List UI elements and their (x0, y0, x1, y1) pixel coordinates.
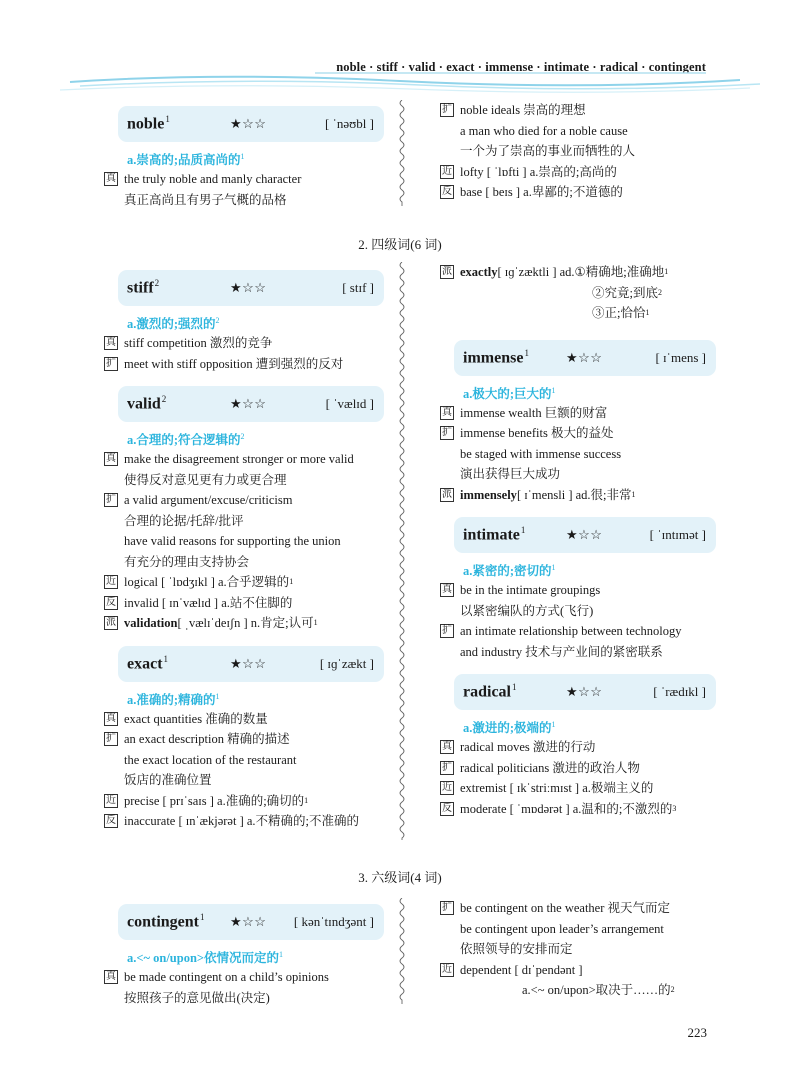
tag-kuo: 扩 (106, 357, 116, 369)
example-row: 扩 immense benefits 极大的益处 (442, 426, 614, 440)
example-row: be staged with immense success (460, 446, 622, 461)
example-row: 扩 radical politicians 激进的政治人物 (442, 760, 640, 775)
synonym-sense: a.<~ on/upon>取决于……的 2 (522, 983, 675, 997)
entry-contingent (104, 904, 384, 1008)
derivative-row: 派 exactly [ ɪɡˈzæktli ] ad.①精确地;准确地 1 (442, 265, 669, 279)
example-translation: 按照孩子的意见做出(决定) (124, 990, 270, 1005)
example-translation: 饭店的准确位置 (124, 773, 212, 787)
word-box-stiff (118, 270, 384, 306)
tag-jin: 近 (442, 165, 452, 177)
example-row: 扩 noble ideals 崇高的理想 (442, 103, 586, 117)
tag-kuo: 扩 (442, 761, 452, 773)
tag-kuo: 扩 (442, 104, 452, 115)
synonym-row: 近 precise [ prɪˈsaɪs ] a.准确的;确切的 1 (106, 793, 309, 808)
tag-zhen: 真 (106, 971, 116, 982)
example-translation: 演出获得巨大成功 (460, 467, 561, 481)
derivative-sense: ②究竟;到底 2 (592, 285, 662, 300)
synonym-row: 近 extremist [ ɪkˈstriːmɪst ] a.极端主义的 (442, 781, 654, 795)
pronunciation: [ ˈrædɪkl ] (653, 684, 706, 699)
antonym-row: 反 invalid [ ɪnˈvælɪd ] a.站不住脚的 (106, 595, 293, 610)
tag-fan: 反 (442, 186, 452, 197)
definition: a.激烈的;强烈的$^2$ (127, 315, 220, 331)
example-translation: 以紧密编队的方式(飞行) (460, 603, 594, 618)
example-row: 真 immense wealth 巨额的财富 (442, 405, 608, 420)
word-box-exact (118, 646, 384, 682)
star-rating: ★☆☆ (566, 527, 603, 542)
word-box-radical (454, 674, 716, 710)
column-separator (395, 898, 409, 1004)
section-heading-level4: 2. 四级词(6 词) (358, 237, 442, 252)
example-row: 扩 a valid argument/excuse/criticism (106, 493, 293, 507)
tag-fan: 反 (106, 596, 116, 608)
example-translation: 使得反对意见更有力或更合理 (124, 472, 287, 487)
example-translation: 真正高尚且有男子气概的品格 (124, 192, 287, 207)
star-rating: ★☆☆ (566, 684, 603, 699)
tag-kuo: 扩 (442, 625, 452, 636)
definition: a.准确的;精确的$^1$ (127, 691, 220, 707)
headword: exact$^1$ (127, 653, 169, 672)
definition: a.崇高的;品质高尚的$^1$ (127, 151, 245, 167)
example-row: 扩 an exact description 精确的描述 (106, 732, 290, 746)
example-row: 真 be in the intimate groupings (442, 583, 601, 597)
word-box-contingent (118, 904, 384, 940)
tag-kuo: 扩 (106, 733, 116, 744)
tag-zhen: 真 (442, 741, 452, 752)
headword: immense$^1$ (463, 347, 529, 366)
headword: intimate$^1$ (463, 525, 526, 544)
example-row: be contingent upon leader’s arrangement (460, 921, 664, 936)
example-translation: 有充分的理由支持协会 (124, 554, 250, 569)
definition: a.合理的;符合逻辑的$^2$ (127, 431, 245, 447)
star-rating: ★☆☆ (230, 914, 267, 929)
example-translation: 合理的论据/托辞/批评 (124, 513, 244, 528)
tag-pai: 派 (442, 266, 452, 277)
definition: a.<~ on/upon>依情况而定的$^1$ (127, 949, 284, 965)
tag-pai: 派 (106, 617, 116, 628)
section-heading-level6: 3. 六级词(4 词) (358, 870, 442, 885)
example-row: 真 exact quantities 准确的数量 (106, 711, 268, 726)
right-column (440, 262, 730, 819)
column-separator (395, 100, 409, 206)
example-row: 真 be made contingent on a child’s opinions (106, 970, 329, 984)
example-translation: 依照领导的安排而定 (460, 942, 573, 956)
tag-zhen: 真 (106, 453, 116, 464)
entry-contingent-cont (440, 898, 730, 1001)
entry-noble-cont (440, 100, 730, 203)
pronunciation: [ ɪɡˈzækt ] (319, 655, 374, 671)
antonym-row: 反 inaccurate [ ɪnˈækjərət ] a.不精确的;不准确的 (106, 814, 359, 828)
example-row: 真 radical moves 激进的行动 (442, 740, 596, 754)
tag-pai: 派 (442, 488, 452, 500)
antonym-row: 反 moderate [ ˈmɒdərət ] a.温和的;不激烈的 3 (442, 801, 677, 816)
example-row: 扩 an intimate relationship between technology (442, 624, 682, 638)
column-separator (395, 262, 409, 840)
example-translation: 一个为了崇高的事业而牺牲的人 (460, 144, 636, 158)
synonym-row: 近 lofty [ ˈlɒfti ] a.崇高的;高尚的 (442, 164, 617, 179)
derivative-row: 派 immensely [ ɪˈmensli ] ad.很;非常 1 (442, 487, 636, 502)
synonym-row: 近 dependent [ dɪˈpendənt ] (442, 962, 583, 977)
definition: a.激进的;极端的$^1$ (463, 719, 556, 735)
tag-jin: 近 (442, 963, 452, 975)
synonym-row: 近 logical [ ˈlɒdʒɪkl ] a.合乎逻辑的 1 (106, 575, 294, 589)
headword: stiff$^2$ (127, 278, 160, 297)
example-row: 真 make the disagreement stronger or more valid (106, 452, 354, 466)
example-row: have valid reasons for supporting the union (124, 534, 341, 548)
pronunciation: [ stɪf ] (342, 280, 374, 295)
word-box-immense (454, 340, 716, 376)
example-row: a man who died for a noble cause (460, 123, 628, 138)
definition: a.极大的;巨大的$^1$ (463, 385, 556, 401)
tag-kuo: 扩 (442, 427, 452, 438)
tag-zhen: 真 (106, 712, 116, 724)
headword: valid$^2$ (127, 394, 167, 413)
star-rating: ★☆☆ (230, 280, 267, 295)
word-box-intimate (454, 517, 716, 553)
star-rating: ★☆☆ (566, 349, 603, 365)
tag-zhen: 真 (106, 173, 116, 184)
example-row: 扩 be contingent on the weather 视天气而定 (442, 901, 671, 915)
star-rating: ★☆☆ (230, 116, 267, 131)
tag-fan: 反 (442, 802, 452, 814)
page-number: 223 (687, 1025, 707, 1040)
tag-zhen: 真 (106, 337, 116, 348)
example-translation: and industry 技术与产业间的紧密联系 (460, 644, 663, 659)
tag-fan: 反 (106, 815, 116, 826)
headword: radical$^1$ (463, 682, 517, 701)
tag-zhen: 真 (442, 406, 452, 418)
headword: contingent$^1$ (127, 912, 205, 931)
tag-zhen: 真 (442, 584, 452, 595)
star-rating: ★☆☆ (230, 655, 267, 671)
headword: noble$^1$ (127, 114, 170, 133)
derivative-row: 派 validation [ ˌvælɪˈdeɪʃn ] n.肯定;认可 1 (106, 616, 318, 630)
word-box-valid (118, 386, 384, 422)
pronunciation: [ ˈnəʊbl ] (324, 116, 374, 131)
definition: a.紧密的;密切的$^1$ (463, 562, 556, 578)
entry-noble (104, 106, 384, 210)
tag-kuo: 扩 (106, 494, 116, 505)
tag-jin: 近 (106, 576, 116, 587)
pronunciation: [ ˈvælɪd ] (325, 396, 374, 411)
pronunciation: [ ˈɪntɪmət ] (649, 527, 706, 542)
antonym-row: 反 base [ beɪs ] a.卑鄙的;不道德的 (442, 185, 623, 199)
pronunciation: [ kənˈtɪndʒənt ] (293, 914, 374, 929)
example-row: 真 stiff competition 激烈的竞争 (106, 336, 273, 350)
example-row: the exact location of the restaurant (124, 752, 297, 767)
example-row: 真 the truly noble and manly character (106, 172, 302, 186)
derivative-sense: ③正;恰恰 1 (592, 306, 650, 320)
word-box-noble (118, 106, 384, 142)
left-column (104, 270, 384, 832)
tag-jin: 近 (106, 794, 116, 806)
header-wave-decoration (0, 70, 800, 96)
running-header: noble · stiff · valid · exact · immense · intimate · radical · contingent (336, 60, 706, 74)
pronunciation: [ ɪˈmens ] (655, 349, 706, 365)
tag-jin: 近 (442, 782, 452, 793)
example-row: 扩 meet with stiff opposition 遭到强烈的反对 (106, 356, 344, 371)
tag-kuo: 扩 (442, 902, 452, 913)
star-rating: ★☆☆ (230, 396, 267, 411)
